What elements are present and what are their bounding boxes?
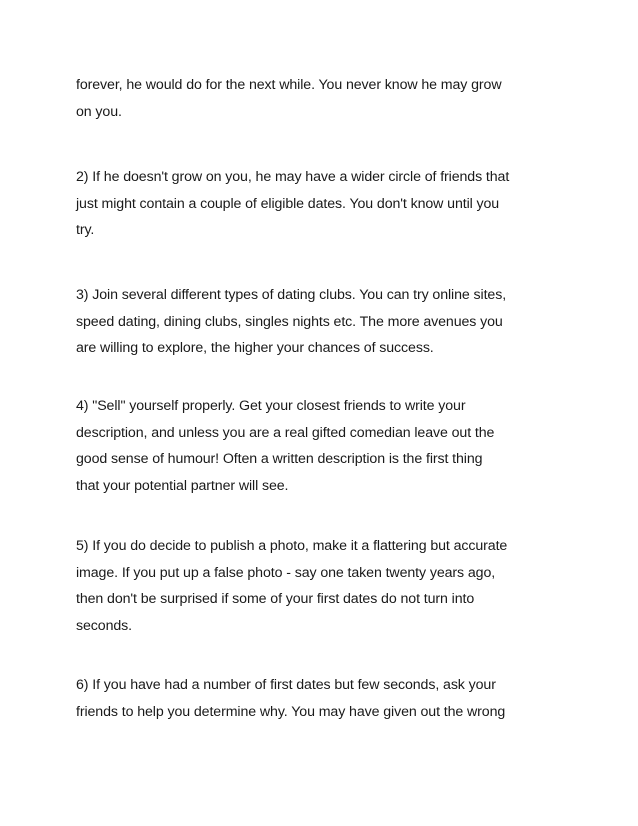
paragraph-tip-3 — [76, 282, 576, 362]
text-line: try. — [76, 222, 95, 238]
text-line: good sense of humour! Often a written description is the first thing — [76, 451, 483, 467]
paragraph-tip-6 — [76, 672, 576, 725]
text-line: just might contain a couple of eligible dates. You don't know until you — [76, 195, 500, 212]
text-line: then don't be surprised if some of your first dates do not turn into — [76, 591, 475, 607]
text-line: image. If you put up a false photo - say one taken twenty years ago, — [76, 564, 496, 581]
text-line: 3) Join several different types of dating clubs. You can try online sites, — [76, 287, 507, 303]
text-line: 6) If you have had a number of first dates but few seconds, ask your — [76, 677, 496, 693]
paragraph-tip-4 — [76, 393, 576, 499]
text-line: seconds. — [76, 617, 132, 634]
paragraph-tip-2 — [76, 164, 576, 244]
text-line: 2) If he doesn't grow on you, he may have a wider circle of friends that — [76, 169, 510, 185]
text-line: 4) "Sell" yourself properly. Get your closest friends to write your — [76, 398, 466, 414]
text-line: are willing to explore, the higher your chances of success. — [76, 340, 434, 356]
text-line: description, and unless you are a real gifted comedian leave out the — [76, 424, 495, 441]
paragraph-continuation — [76, 72, 576, 125]
text-line: that your potential partner will see. — [76, 477, 289, 494]
text-line: forever, he would do for the next while. You never know he may grow — [76, 77, 502, 93]
text-line: friends to help you determine why. You may have given out the wrong — [76, 703, 506, 720]
text-line: speed dating, dining clubs, singles nights etc. The more avenues you — [76, 313, 503, 330]
paragraph-tip-5 — [76, 533, 576, 639]
text-line: 5) If you do decide to publish a photo, make it a flattering but accurate — [76, 538, 508, 554]
text-line: on you. — [76, 103, 122, 120]
